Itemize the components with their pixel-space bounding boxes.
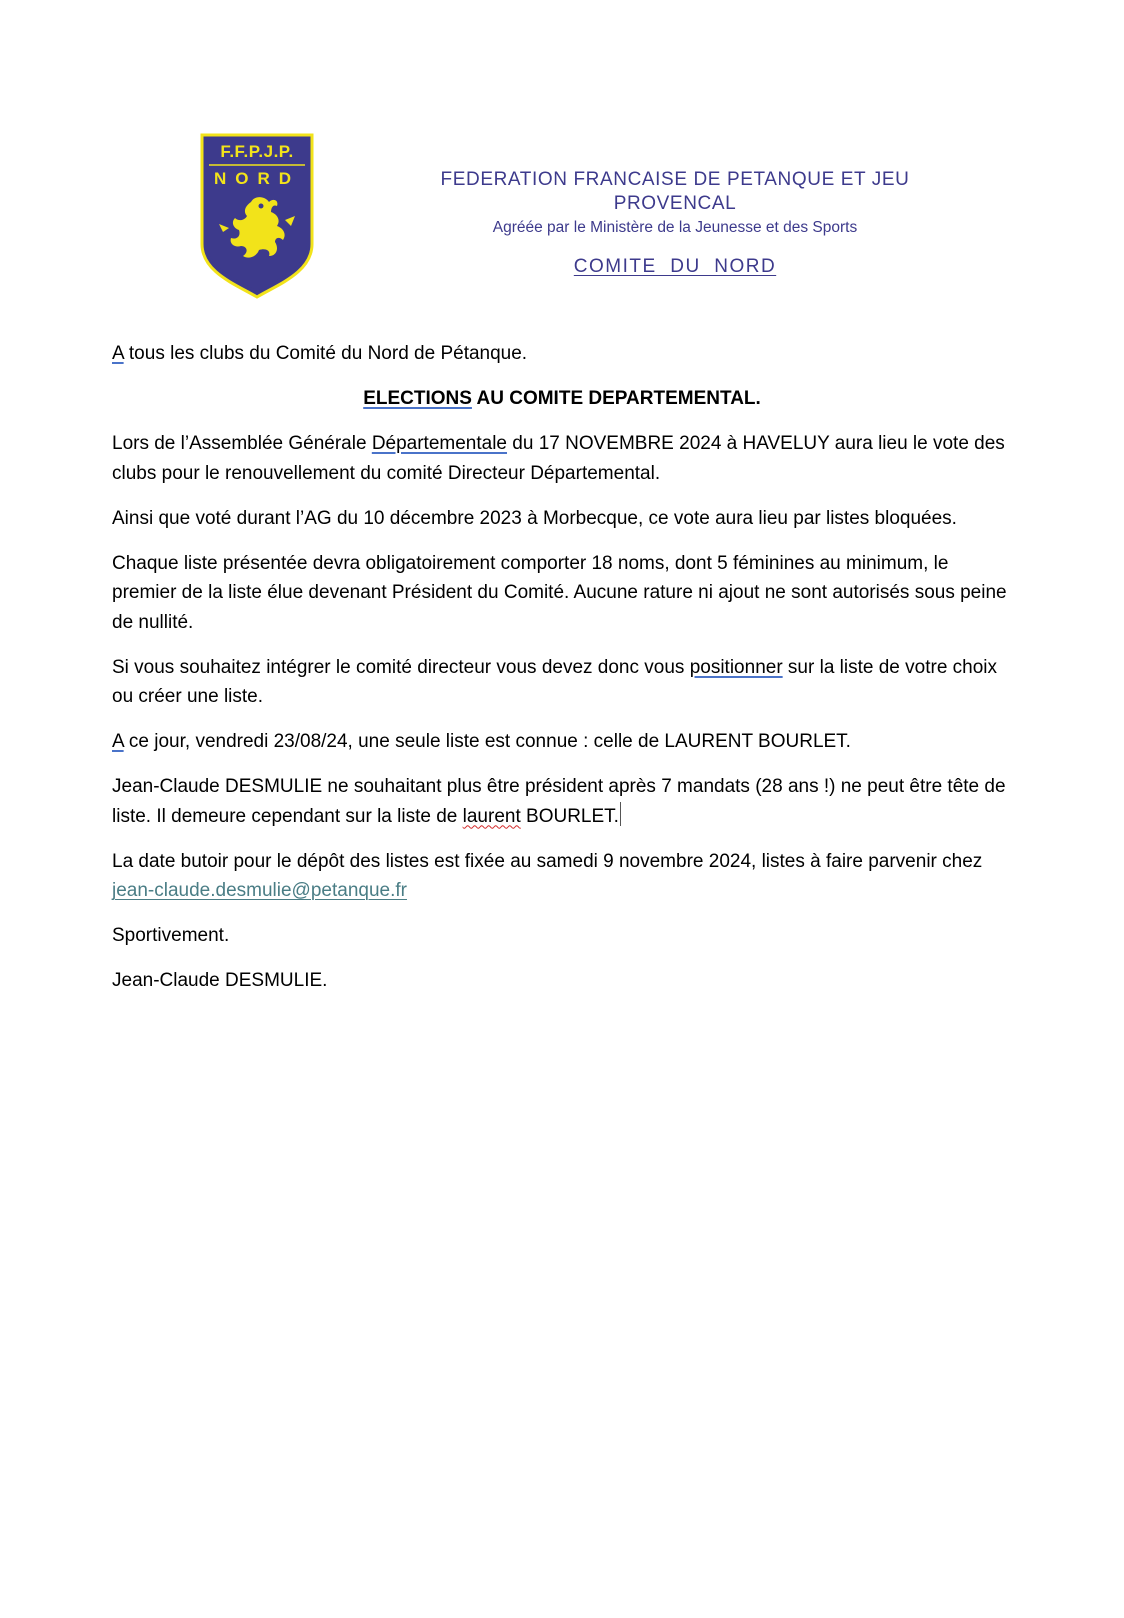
paragraph-text: ce jour, vendredi 23/08/24, une seule liste est connue : celle de LAURENT BOURLET. [123, 731, 851, 752]
paragraph-text: Si vous souhaitez intégrer le comité directeur vous devez donc vous [112, 656, 690, 678]
underlined-word: positionner [689, 656, 783, 678]
underlined-word: A [112, 731, 124, 752]
letter-body [112, 339, 1012, 1011]
email-link[interactable]: jean-claude.desmulie@petanque.fr [112, 880, 407, 901]
greeting-first-word: A [112, 343, 124, 364]
org-subtitle: Agréée par le Ministère de la Jeunesse et des Sports [492, 219, 858, 236]
logo-line2: NORD [213, 169, 301, 188]
paragraph-text: La date butoir pour le dépôt des listes est fixée au samedi 9 novembre 2024, listes à faire parvenir chez [112, 850, 983, 872]
paragraph-list-rules: Chaque liste présentée devra obligatoirement comporter 18 noms, dont 5 féminines au minimum, le premier de la liste élue devenant Président du Comité. Aucune rature ni ajout ne sont autorisés sous peine de nullité. [112, 552, 1007, 633]
paragraph-assembly [112, 429, 1012, 488]
lion-rampant-shield-icon [199, 132, 315, 300]
signature: Jean-Claude DESMULIE. [112, 970, 328, 991]
greeting-text: tous les clubs du Comité du Nord de Pétanque. [123, 343, 528, 364]
paragraph-president [112, 772, 1012, 831]
underlined-word: Départementale [371, 433, 508, 454]
misspelled-word: laurent [462, 805, 521, 827]
logo-line1: F.F.P.J.P. [220, 142, 294, 161]
organization-block [385, 168, 965, 278]
paragraph-text: BOURLET. [520, 805, 619, 827]
paragraph-text: Lors de l’Assemblée Générale [112, 433, 372, 454]
letterhead [0, 0, 1124, 320]
paragraph-text: sur la liste de votre choix ou créer une liste. [112, 656, 998, 707]
org-comite: COMITE DU NORD [573, 256, 777, 277]
paragraph-text: du 17 NOVEMBRE 2024 à HAVELUY aura lieu le vote des clubs pour le renouvellement du comité Directeur Départemental. [112, 433, 1005, 484]
paragraph-deadline [112, 847, 1012, 906]
letter-title [112, 384, 1012, 414]
text-caret [620, 802, 621, 826]
org-title: FEDERATION FRANCAISE DE PETANQUE ET JEU PROVENCAL [440, 169, 910, 214]
closing: Sportivement. [112, 925, 230, 946]
paragraph-text: Jean-Claude DESMULIE ne souhaitant plus être président après 7 mandats (28 ans !) ne peut être tête de liste. Il demeure cependant sur la liste de [112, 776, 1006, 827]
greeting [112, 339, 1012, 369]
paragraph-vote: Ainsi que voté durant l’AG du 10 décembre 2023 à Morbecque, ce vote aura lieu par listes bloquées. [112, 507, 957, 529]
letter-title-rest: AU COMITE DEPARTEMENTAL. [471, 388, 761, 409]
letter-title-keyword: ELECTIONS [363, 388, 472, 409]
paragraph-join [112, 653, 1012, 712]
paragraph-known-list [112, 727, 1012, 757]
